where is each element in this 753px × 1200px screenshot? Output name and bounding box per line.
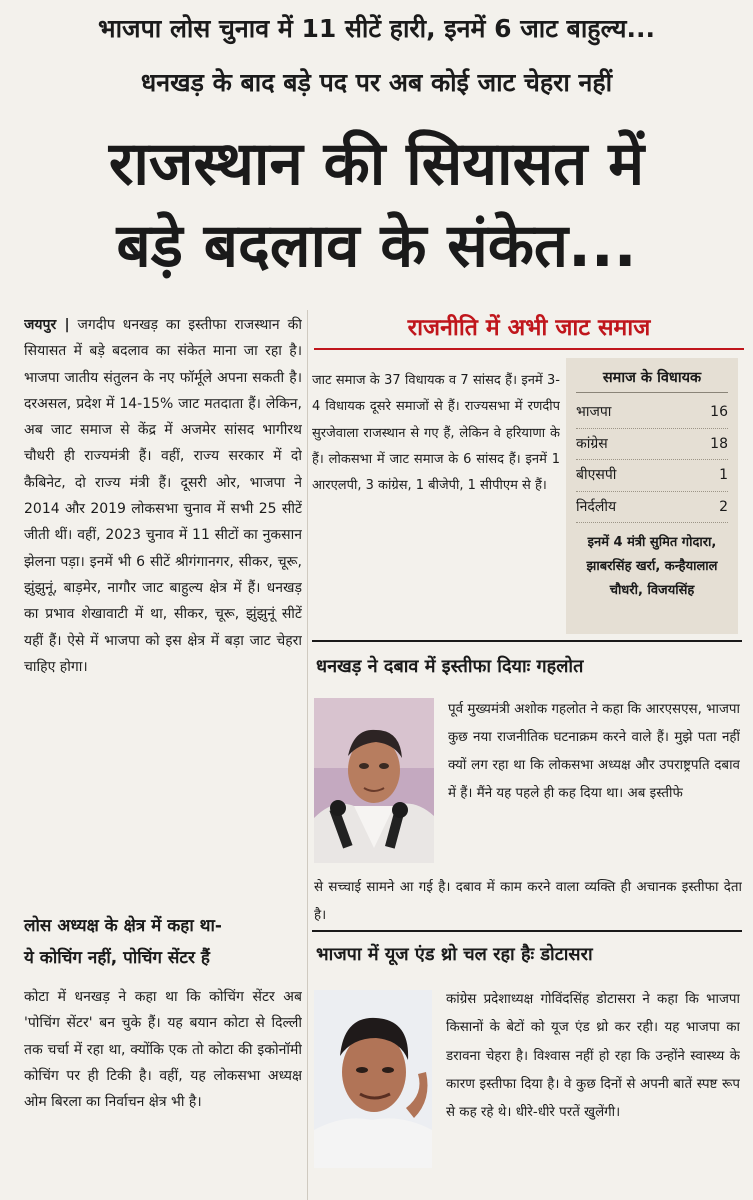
kota-heading-line-1: लोस अध्यक्ष के क्षेत्र में कहा था- xyxy=(24,916,222,936)
ministers-note: इनमें 4 मंत्री सुमित गोदारा, झाबरसिंह खर्रा, कन्हैयालाल चौधरी, विजयसिंह xyxy=(586,535,718,598)
section-divider xyxy=(312,930,742,932)
kota-story-heading xyxy=(24,910,304,974)
stats-count: 18 xyxy=(710,435,728,452)
jat-box-body: जाट समाज के 37 विधायक व 7 सांसद हैं। इनमें 3-4 विधायक दूसरे समाजों से हैं। राज्यसभा में रणदीप सुरजेवाला राजस्थान से गए हैं, लेकिन वे हरियाणा के हैं। लोकसभा में जाट समाज के 6 सांसद हैं। इनमें 1 आरएलपी, 3 कांग्रेस, 1 बीजेपी, 1 सीपीएम से हैं। xyxy=(312,373,560,494)
main-story-body xyxy=(24,312,302,907)
dotasra-portrait-image xyxy=(314,990,432,1168)
mla-stats-box xyxy=(566,358,738,634)
jat-box-heading: राजनीति में अभी जाट समाज xyxy=(314,308,744,350)
headline-line-1: राजस्थान की सियासत में xyxy=(108,129,645,199)
kicker-line-2: धनखड़ के बाद बड़े पद पर अब कोई जाट चेहरा नहीं xyxy=(140,68,613,97)
stats-party: बीएसपी xyxy=(576,467,617,483)
stats-title: समाज के विधायक xyxy=(576,364,728,393)
gehlot-photo xyxy=(314,698,434,863)
gehlot-story-body: पूर्व मुख्यमंत्री अशोक गहलोत ने कहा कि आरएसएस, भाजपा कुछ नया राजनीतिक घटनाक्रम करने वाले हैं। मुझे पता नहीं क्यों लग रहा था कि लोकसभा अध्यक्ष और उपराष्ट्रपति दबाव में हैं। मैंने यह पहले ही कह दिया था। अब इस्तीफे xyxy=(448,702,740,801)
kicker-line-1: भाजपा लोस चुनाव में 11 सीटें हारी, इनमें 6 जाट बाहुल्य... xyxy=(98,14,655,43)
stats-row xyxy=(576,460,728,492)
dotasra-story-body: कांग्रेस प्रदेशाध्यक्ष गोविंदसिंह डोटासरा ने कहा कि भाजपा किसानों के बेटों को यूज एंड थ्रो कर रही। यह भाजपा का डरावना चेहरा है। विश्वास नहीं हो रहा कि उन्होंने स्वास्थ्य के कारण इस्तीफा दिया है। वे कुछ दिनों से अपनी बातें स्पष्ट रूप से कह रहे थे। धीरे-धीरे परतें खुलेंगी। xyxy=(446,992,740,1121)
headline-line-2: बड़े बदलाव के संकेत... xyxy=(116,211,637,281)
gehlot-portrait-image xyxy=(314,698,434,863)
stats-count: 1 xyxy=(719,467,728,483)
stats-party: भाजपा xyxy=(576,404,612,420)
stats-count: 16 xyxy=(710,404,728,420)
column-divider xyxy=(307,310,308,1200)
dotasra-photo xyxy=(314,990,432,1168)
dotasra-story-heading: भाजपा में यूज एंड थ्रो चल रहा हैः डोटासरा xyxy=(316,944,593,965)
kota-story-body: कोटा में धनखड़ ने कहा था कि कोचिंग सेंटर अब 'पोचिंग सेंटर' बन चुके हैं। यह बयान कोटा से दिल्ली तक चर्चा में रहा था, क्योंकि एक तो कोटा की इकोनॉमी कोचिंग पर ही टिकी है। वहीं, यह लोकसभा अध्यक्ष ओम बिरला का निर्वाचन क्षेत्र भी है। xyxy=(24,989,302,1111)
stats-count: 2 xyxy=(719,498,728,515)
section-divider xyxy=(312,640,742,642)
main-story-text: जगदीप धनखड़ का इस्तीफा राजस्थान की सियासत में बड़े बदलाव का संकेत माना जा रहा है। भाजपा जातीय संतुलन के नए फॉर्मूले अपना सकती है। दरअसल, प्रदेश में 14-15% जाट मतदाता हैं। लेकिन, अब जाट समाज से केंद्र में अजमेर सांसद भागीरथ चौधरी ही राज्यमंत्री हैं। वहीं, राज्य सरकार में दो कैबिनेट, दो राज्य मंत्री हैं। दूसरी ओर, भाजपा ने 2014 और 2019 लोकसभा चुनाव में सभी 25 सीटें जीती थीं। वहीं, 2023 चुनाव में 11 सीटों का नुकसान झेलना पड़ा। इनमें भी 6 सीटें श्रीगंगानगर, सीकर, चूरू, झुंझुनूं, बाड़मेर, नागौर जाट बाहुल्य क्षेत्र में हैं। धनखड़ का प्रभाव शेखावाटी में था, सीकर, चूरू, झुंझुनूं सीटें यहीं हैं। ऐसे में भाजपा को इस क्षेत्र में बड़ा जाट चेहरा चाहिए होगा। xyxy=(24,317,302,675)
dateline: जयपुर | xyxy=(24,317,70,333)
stats-party: निर्दलीय xyxy=(576,498,617,515)
gehlot-story-heading: धनखड़ ने दबाव में इस्तीफा दियाः गहलोत xyxy=(316,656,584,677)
stats-row xyxy=(576,492,728,524)
stats-party: कांग्रेस xyxy=(576,435,608,452)
kota-heading-line-2: ये कोचिंग नहीं, पोचिंग सेंटर हैं xyxy=(24,948,210,968)
stats-row xyxy=(576,429,728,461)
gehlot-story-body-tail: से सच्चाई सामने आ गई है। दबाव में काम करने वाला व्यक्ति ही अचानक इस्तीफा देता है। xyxy=(314,880,742,923)
stats-row xyxy=(576,397,728,429)
